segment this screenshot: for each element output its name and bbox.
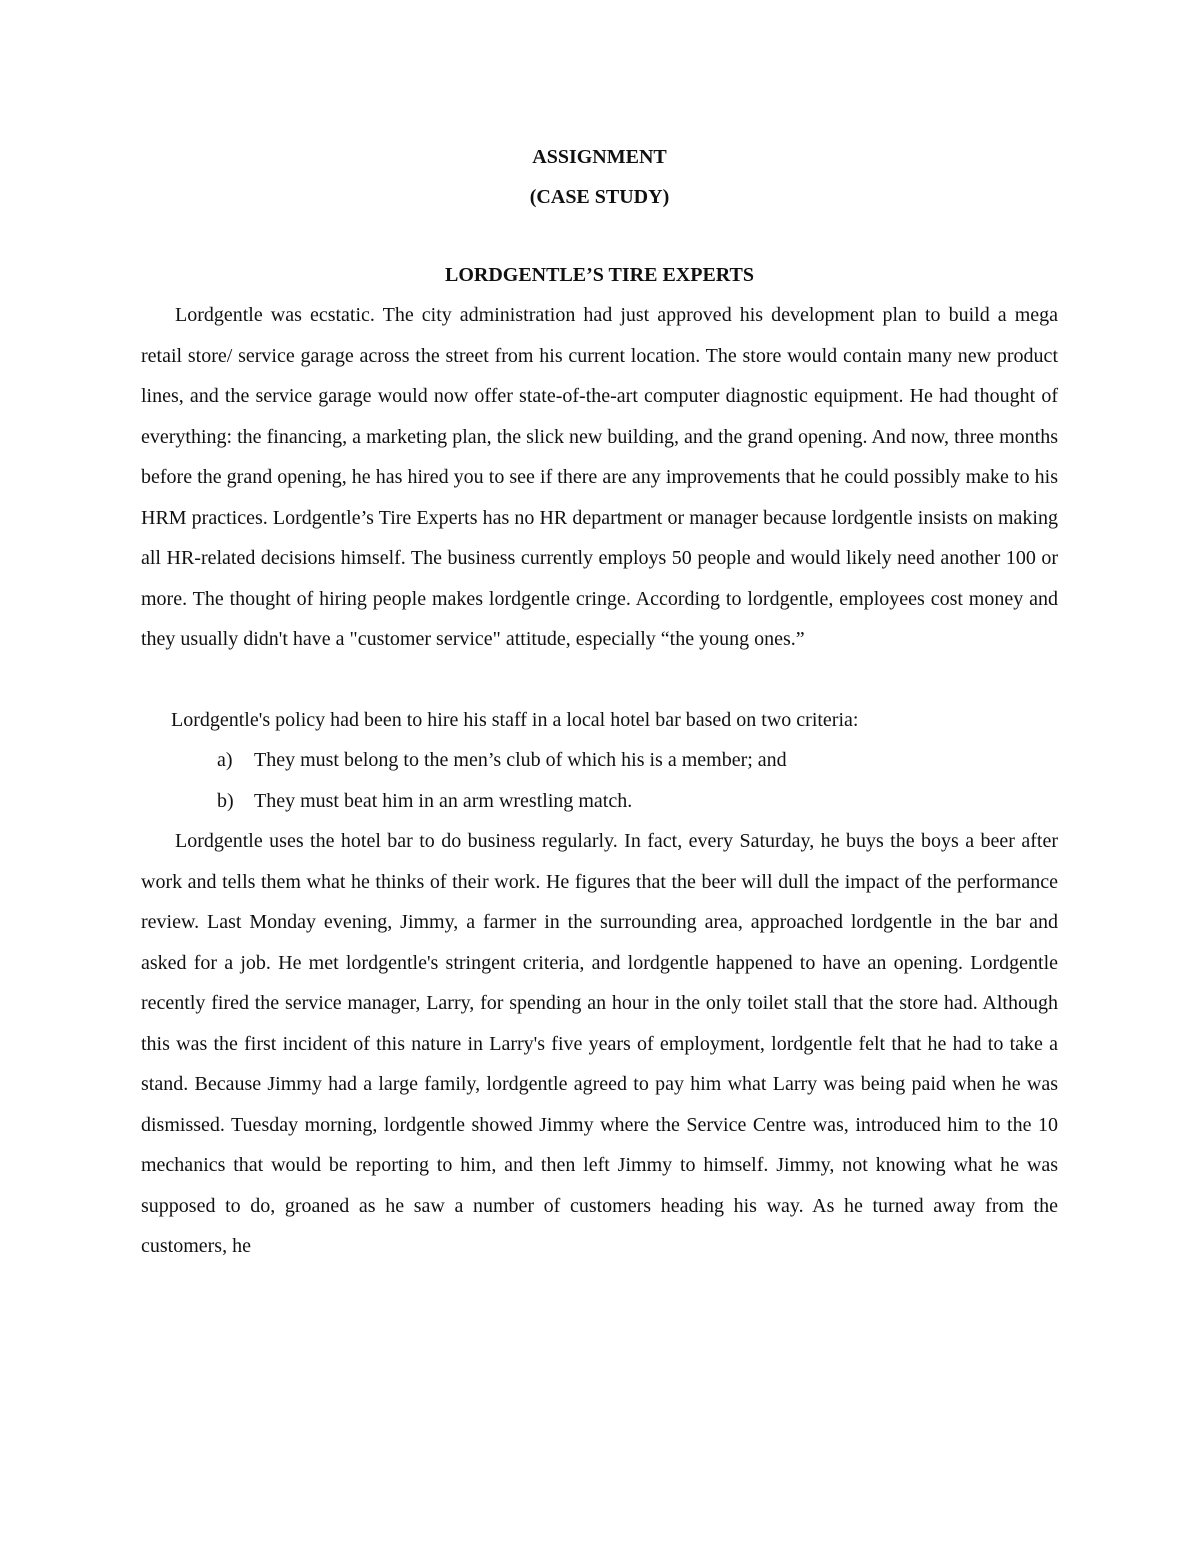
criteria-list	[141, 740, 1058, 821]
document-subtitle: (CASE STUDY)	[529, 186, 670, 208]
paragraph-story: Lordgentle uses the hotel bar to do business regularly. In fact, every Saturday, he buys the boys a beer after work and tells them what he thinks of their work. He figures that the beer will dull the impact of the performance review. Last Monday evening, Jimmy, a farmer in the surrounding area, approached lordgentle in the bar and asked for a job. He met lordgentle's stringent criteria, and lordgentle happened to have an opening. Lordgentle recently fired the service manager, Larry, for spending an hour in the only toilet stall that the store had. Although this was the first incident of this nature in Larry's five years of employment, lordgentle felt that he had to take a stand. Because Jimmy had a large family, lordgentle agreed to pay him what Larry was being paid when he was dismissed. Tuesday morning, lordgentle showed Jimmy where the Service Centre was, introduced him to the 10 mechanics that would be reporting to him, and then left Jimmy to himself. Jimmy, not knowing what he was supposed to do, groaned as he saw a number of customers heading his way. As he turned away from the customers, he	[141, 830, 1058, 1257]
list-item-text: They must belong to the men’s club of which his is a member; and	[254, 749, 787, 771]
list-item	[141, 781, 1058, 822]
list-item-text: They must beat him in an arm wrestling match.	[254, 789, 633, 812]
paragraph-policy: Lordgentle's policy had been to hire his staff in a local hotel bar based on two criteria:	[171, 708, 859, 731]
case-title: LORDGENTLE’S TIRE EXPERTS	[444, 264, 754, 286]
paragraph-intro: Lordgentle was ecstatic. The city administration had just approved his development plan to build a mega retail store/ service garage across the street from his current location. The store would contain many new product lines, and the service garage would now offer state-of-the-art computer diagnostic equipment. He had thought of everything: the financing, a marketing plan, the slick new building, and the grand opening. And now, three months before the grand opening, he has hired you to see if there are any improvements that he could possibly make to his HRM practices. Lordgentle’s Tire Experts has no HR department or manager because lordgentle insists on making all HR-related decisions himself. The business currently employs 50 people and would likely need another 100 or more. The thought of hiring people makes lordgentle cringe. According to lordgentle, employees cost money and they usually didn't have a "customer service" attitude, especially “the young ones.”	[141, 304, 1058, 650]
document-title: ASSIGNMENT	[532, 146, 667, 168]
list-item	[141, 740, 1058, 781]
document-page	[141, 137, 1058, 1267]
paragraph-spacer	[141, 660, 1058, 700]
list-marker: b)	[217, 789, 234, 812]
list-marker: a)	[217, 749, 233, 771]
